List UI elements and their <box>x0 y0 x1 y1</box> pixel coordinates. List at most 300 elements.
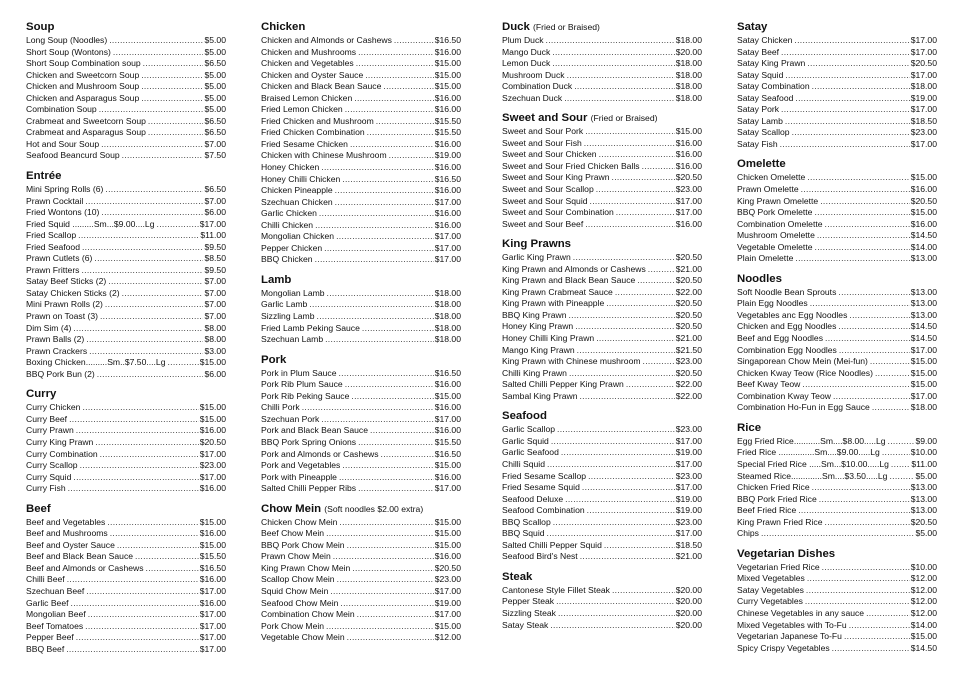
menu-item <box>502 47 702 59</box>
dot-leader <box>812 482 910 494</box>
section-note: (Fried or Braised) <box>533 22 600 32</box>
section-title <box>737 20 937 34</box>
menu-item <box>26 139 226 151</box>
menu-item-price: $16.00 <box>434 471 461 482</box>
menu-item-name: Spicy Crispy Vegetables <box>737 642 830 653</box>
menu-item-name: Fried Seafood <box>26 241 80 252</box>
menu-item-name: Sweet and Sour Fried Chicken Balls <box>502 160 640 171</box>
dot-leader <box>321 414 433 426</box>
menu-item <box>261 425 461 437</box>
menu-item-list <box>261 368 461 495</box>
dot-leader <box>376 116 434 128</box>
menu-item-price: $17.00 <box>675 195 702 206</box>
dot-leader <box>569 368 675 380</box>
menu-item <box>261 208 461 220</box>
dot-leader <box>780 139 910 151</box>
menu-item-price: $5.00 <box>204 92 226 103</box>
menu-item-name: Pork in Plum Sauce <box>261 367 337 378</box>
menu-item-price: $15.00 <box>910 207 937 218</box>
dot-leader <box>345 379 434 391</box>
dot-leader <box>807 58 909 70</box>
menu-item <box>26 81 226 93</box>
menu-item-name: Hot and Sour Soup <box>26 138 100 149</box>
menu-column-1 <box>26 20 226 662</box>
menu-item-name: Sambal King Prawn <box>502 390 578 401</box>
dot-leader <box>596 184 675 196</box>
section-title-text: Satay <box>737 21 768 33</box>
section-title-text: Soup <box>26 21 55 33</box>
menu-item-name: BBQ Pork Bun (2) <box>26 368 95 379</box>
menu-item-price: $17.00 <box>434 585 461 596</box>
dot-leader <box>626 379 675 391</box>
menu-item-price: $23.00 <box>910 127 937 138</box>
menu-item <box>502 436 702 448</box>
menu-item-price: $11.00 <box>911 458 937 469</box>
menu-item-price: $20.50 <box>675 252 702 263</box>
menu-item <box>737 242 937 254</box>
menu-item <box>26 632 226 644</box>
dot-leader <box>356 58 434 70</box>
dot-leader <box>76 425 199 437</box>
dot-leader <box>875 368 910 380</box>
menu-item-name: Scallop Chow Mein <box>261 574 335 585</box>
menu-item-name: Mini Spring Rolls (6) <box>26 184 104 195</box>
dot-leader <box>367 127 434 139</box>
menu-item-name: Chicken and Oyster Sauce <box>261 69 364 80</box>
menu-item-name: Mango Duck <box>502 46 551 57</box>
menu-item <box>502 608 702 620</box>
menu-item-name: Fried Wontons (10) <box>26 207 100 218</box>
menu-item-price: $9.00 <box>915 435 937 446</box>
section-title-text: Pork <box>261 353 287 366</box>
dot-leader <box>606 298 674 310</box>
dot-leader <box>596 333 675 345</box>
menu-item-price: $17.00 <box>910 35 937 45</box>
dot-leader <box>82 402 198 414</box>
menu-item <box>261 609 461 621</box>
menu-item-price: $19.00 <box>434 597 461 608</box>
menu-item-list <box>261 35 461 266</box>
dot-leader <box>567 70 675 82</box>
menu-item-name: Satay Chicken <box>737 35 793 45</box>
menu-item <box>26 93 226 105</box>
section-title-text: Chow Mein <box>261 502 322 515</box>
menu-item <box>261 598 461 610</box>
menu-item <box>26 369 226 381</box>
menu-item-price: $12.00 <box>910 573 937 584</box>
menu-item-name: Chicken and Vegetables <box>261 58 354 69</box>
dot-leader <box>105 184 203 196</box>
menu-item-price: $21.50 <box>675 344 702 355</box>
menu-item-price: $17.00 <box>434 196 461 207</box>
dot-leader <box>97 369 204 381</box>
menu-item-price: $14.50 <box>910 230 937 241</box>
menu-item <box>26 574 226 586</box>
menu-item <box>737 58 937 70</box>
dot-leader <box>100 311 204 323</box>
menu-item-name: BBQ Pork Fried Rice <box>737 493 817 504</box>
dot-leader <box>73 472 198 484</box>
menu-item-name: Combination Chow Mein <box>261 609 355 620</box>
menu-item-price: $13.00 <box>910 253 937 264</box>
menu-item-name: King Prawn Chow Mein <box>261 562 351 573</box>
section-title <box>502 20 702 34</box>
menu-item <box>737 505 937 517</box>
dot-leader <box>573 252 675 264</box>
menu-item <box>502 585 702 597</box>
menu-item-name: Mixed Vegetables <box>737 573 805 584</box>
dot-leader <box>73 323 203 335</box>
menu-item-price: $20.50 <box>675 298 702 309</box>
menu-item-price: $5.00 <box>915 528 937 539</box>
menu-item <box>737 482 937 494</box>
menu-item-price: $17.00 <box>675 528 702 539</box>
menu-item-price: $17.00 <box>434 413 461 424</box>
menu-item-price: $16.50 <box>434 367 461 378</box>
menu-item-name: King Prawn Fried Rice <box>737 516 823 527</box>
menu-item-name: Satay Fish <box>737 138 778 149</box>
menu-item-name: Prawn Balls (2) <box>26 334 85 345</box>
menu-item-name: Prawn Cocktail <box>26 195 84 206</box>
menu-item-name: Satay King Prawn <box>737 58 806 69</box>
menu-item-name: Fried Chicken and Mushroom <box>261 115 374 126</box>
menu-item <box>737 379 937 391</box>
section-title <box>502 111 702 125</box>
dot-leader <box>849 620 910 632</box>
menu-item-name: Lemon Duck <box>502 58 551 69</box>
dot-leader <box>547 528 675 540</box>
dot-leader <box>550 620 674 632</box>
menu-item-price: $16.50 <box>199 562 226 573</box>
menu-item <box>26 104 226 116</box>
menu-item-name: King Prawn Omelette <box>737 195 819 206</box>
dot-leader <box>792 127 910 139</box>
menu-section-entr-e <box>26 169 226 380</box>
menu-item-name: Mixed Vegetables with To-Fu <box>737 619 847 630</box>
menu-item <box>261 563 461 575</box>
dot-leader <box>819 494 910 506</box>
dot-leader <box>339 472 434 484</box>
dot-leader <box>352 563 433 575</box>
dot-leader <box>157 219 199 231</box>
dot-leader <box>612 585 675 597</box>
menu-item-name: Mongolian Chicken <box>261 231 335 242</box>
menu-item-price: $17.00 <box>199 632 226 643</box>
section-title <box>737 272 937 286</box>
menu-item-name: Braised Lemon Chicken <box>261 92 353 103</box>
menu-item <box>737 368 937 380</box>
dot-leader <box>552 47 674 59</box>
menu-item-price: $15.00 <box>434 69 461 80</box>
menu-item-name: Garlic Beef <box>26 597 69 608</box>
menu-item <box>737 116 937 128</box>
menu-item <box>737 459 937 471</box>
dot-leader <box>889 471 914 483</box>
menu-item-price: $11.00 <box>200 230 226 241</box>
menu-item-price: $13.00 <box>910 505 937 516</box>
menu-item <box>261 472 461 484</box>
menu-item-name: Curry Combination <box>26 448 98 459</box>
menu-item-price: $5.00 <box>204 69 226 80</box>
menu-item-name: Soft Noodle Bean Sprouts <box>737 286 837 297</box>
menu-item-price: $20.00 <box>675 46 702 57</box>
menu-item-price: $15.00 <box>910 379 937 390</box>
menu-item-name: Combination Omelette <box>737 218 823 229</box>
menu-item-name: Honey King Prawn <box>502 321 574 332</box>
menu-item-name: King Prawn with Pineapple <box>502 298 605 309</box>
menu-item-price: $16.00 <box>434 104 461 115</box>
dot-leader <box>105 299 204 311</box>
menu-item-price: $16.00 <box>434 425 461 436</box>
dot-leader <box>839 345 910 357</box>
menu-item <box>737 643 937 655</box>
menu-item <box>261 197 461 209</box>
menu-item-price: $7.00 <box>204 138 226 149</box>
dot-leader <box>585 219 674 231</box>
menu-item-name: BBQ King Prawn <box>502 309 567 320</box>
menu-item-name: Seafood Bird's Nest <box>502 551 578 562</box>
menu-item-name: Chicken and Mushrooms <box>261 46 357 57</box>
menu-item-price: $16.00 <box>675 160 702 171</box>
menu-item-price: $15.00 <box>434 516 461 527</box>
menu-item-price: $7.00 <box>204 299 226 310</box>
menu-item <box>737 333 937 345</box>
menu-section-curry <box>26 387 226 494</box>
menu-item-name: Honey Chilli King Prawn <box>502 333 595 344</box>
menu-item <box>737 287 937 299</box>
menu-item-name: Fried Squid .........Sm...$9.00....Lg <box>26 218 155 229</box>
menu-item-list <box>26 184 226 380</box>
menu-item-price: $16.00 <box>199 483 226 494</box>
menu-item-name: Garlic King Prawn <box>502 252 571 263</box>
menu-item-name: Curry Fish <box>26 483 66 494</box>
dot-leader <box>86 334 203 346</box>
menu-item <box>261 586 461 598</box>
menu-item <box>737 620 937 632</box>
dot-leader <box>81 265 203 277</box>
menu-item <box>26 242 226 254</box>
menu-item <box>261 185 461 197</box>
dot-leader <box>807 573 910 585</box>
menu-item <box>502 184 702 196</box>
menu-item-price: $3.00 <box>204 345 226 356</box>
menu-item <box>502 161 702 173</box>
menu-column-3 <box>502 20 702 638</box>
menu-item <box>261 574 461 586</box>
menu-item-name: Satay Chicken Sticks (2) <box>26 287 120 298</box>
menu-item <box>261 47 461 59</box>
menu-item-name: Special Fried Rice .....Sm...$10.00.....Lg <box>737 458 889 469</box>
menu-item-price: $21.00 <box>675 333 702 344</box>
menu-item-price: $22.00 <box>675 390 702 401</box>
menu-item-price: $18.50 <box>910 115 937 126</box>
menu-item <box>261 127 461 139</box>
dot-leader <box>370 425 434 437</box>
menu-item <box>737 184 937 196</box>
dot-leader <box>587 505 675 517</box>
menu-item-price: $23.00 <box>675 424 702 435</box>
dot-leader <box>795 253 909 265</box>
menu-item-price: $16.00 <box>434 92 461 103</box>
menu-item-list <box>26 402 226 494</box>
menu-item-name: Mongolian Lamb <box>261 287 325 298</box>
menu-item-name: Prawn Chow Mein <box>261 551 331 562</box>
menu-item-price: $15.00 <box>434 528 461 539</box>
menu-item-price: $16.00 <box>675 149 702 160</box>
menu-item <box>26 299 226 311</box>
dot-leader <box>143 58 204 70</box>
menu-item-name: Sizzling Steak <box>502 607 556 618</box>
menu-item-price: $10.00 <box>910 561 937 572</box>
menu-item <box>502 494 702 506</box>
menu-item-name: King Prawn with Chinese mushroom <box>502 356 641 367</box>
menu-item <box>261 93 461 105</box>
menu-item <box>26 551 226 563</box>
menu-item-price: $13.00 <box>910 482 937 493</box>
menu-item-name: King Prawn and Almonds or Cashews <box>502 263 646 274</box>
menu-item-price: $5.00 <box>204 35 226 45</box>
menu-item-name: Curry Beef <box>26 413 68 424</box>
menu-item-price: $16.00 <box>434 138 461 149</box>
menu-item-price: $19.00 <box>675 493 702 504</box>
menu-item-price: $17.00 <box>910 46 937 57</box>
section-title <box>26 387 226 401</box>
menu-item-name: Chicken and Black Bean Sauce <box>261 81 382 92</box>
menu-item-name: Combination Soup <box>26 104 97 115</box>
menu-item-name: Combination Duck <box>502 81 573 92</box>
menu-item <box>502 149 702 161</box>
dot-leader <box>122 288 204 300</box>
dot-leader <box>825 219 910 231</box>
menu-item-name: BBQ Pork Spring Onions <box>261 436 357 447</box>
menu-item <box>26 483 226 495</box>
dot-leader <box>78 230 199 242</box>
section-title-text: Chicken <box>261 21 306 33</box>
dot-leader <box>585 126 674 138</box>
dot-leader <box>785 70 909 82</box>
dot-leader <box>342 174 433 186</box>
menu-item-price: $9.50 <box>204 241 226 252</box>
menu-item-name: Beef and Black Bean Sauce <box>26 551 134 562</box>
menu-item-price: $22.00 <box>675 286 702 297</box>
menu-item-price: $6.50 <box>204 115 226 126</box>
menu-item-price: $15.00 <box>434 81 461 92</box>
menu-item-name: Prawn on Toast (3) <box>26 311 98 322</box>
menu-item <box>737 562 937 574</box>
dot-leader <box>117 540 199 552</box>
menu-item <box>261 220 461 232</box>
menu-item <box>737 196 937 208</box>
section-title <box>26 169 226 183</box>
menu-item-name: BBQ Beef <box>26 643 65 654</box>
menu-item <box>26 540 226 552</box>
dot-leader <box>588 471 675 483</box>
menu-item-name: Salted Chilli Pepper King Prawn <box>502 379 624 390</box>
menu-item-price: $16.00 <box>910 184 937 195</box>
menu-item-name: Combination Kway Teow <box>737 390 831 401</box>
dot-leader <box>565 494 675 506</box>
dot-leader <box>365 70 433 82</box>
menu-item-price: $15.00 <box>910 367 937 378</box>
menu-item-price: $18.50 <box>675 539 702 550</box>
menu-item-list <box>502 585 702 631</box>
menu-item-name: Honey Chilli Chicken <box>261 173 341 184</box>
menu-item <box>737 402 937 414</box>
menu-item-name: Cantonese Style Fillet Steak <box>502 584 610 595</box>
dot-leader <box>891 459 910 471</box>
menu-item-price: $16.00 <box>434 402 461 413</box>
dot-leader <box>556 596 675 608</box>
menu-item-price: $7.00 <box>204 287 226 298</box>
menu-item-name: Curry Chicken <box>26 402 81 413</box>
menu-item-price: $17.00 <box>910 138 937 149</box>
menu-item <box>737 345 937 357</box>
menu-item-name: Seafood Chow Mein <box>261 597 339 608</box>
menu-item <box>737 436 937 448</box>
menu-item-price: $18.00 <box>434 322 461 333</box>
menu-item-price: $20.50 <box>675 367 702 378</box>
menu-item-name: Pork Rib Plum Sauce <box>261 379 343 390</box>
menu-item-name: Chicken Pineapple <box>261 185 333 196</box>
menu-item <box>26 219 226 231</box>
menu-item <box>502 540 702 552</box>
menu-item <box>26 357 226 369</box>
menu-item-name: Chilli Squid <box>502 458 545 469</box>
menu-item <box>737 321 937 333</box>
dot-leader <box>317 311 434 323</box>
menu-item-price: $17.00 <box>199 585 226 596</box>
menu-section-king-prawns <box>502 237 702 402</box>
menu-item-price: $5.00 <box>204 46 226 57</box>
menu-item-price: $6.50 <box>204 58 226 69</box>
menu-item <box>261 311 461 323</box>
menu-item-name: Singaporean Chow Mein (Mei-fun) <box>737 356 868 367</box>
section-title <box>261 353 461 367</box>
menu-item-name: Fried Lamb Peking Sauce <box>261 322 360 333</box>
menu-item-list <box>502 126 702 230</box>
menu-item <box>261 621 461 633</box>
dot-leader <box>872 402 910 414</box>
menu-item <box>737 517 937 529</box>
dot-leader <box>558 608 675 620</box>
menu-item <box>502 482 702 494</box>
menu-item-price: $7.00 <box>204 276 226 287</box>
menu-item <box>502 345 702 357</box>
menu-item-name: Vegetarian Japanese To-Fu <box>737 631 842 642</box>
menu-item-name: Short Soup Combination soup <box>26 58 141 69</box>
menu-item-price: $17.00 <box>675 435 702 446</box>
menu-item-price: $15.00 <box>199 357 226 368</box>
menu-item-name: Mushroom Omelette <box>737 230 815 241</box>
dot-leader <box>568 310 674 322</box>
section-title-text: Noodles <box>737 272 782 285</box>
dot-leader <box>335 197 434 209</box>
section-title-text: Curry <box>26 388 57 401</box>
menu-item-price: $10.00 <box>910 447 937 458</box>
menu-item <box>502 333 702 345</box>
menu-item <box>502 287 702 299</box>
dot-leader <box>590 196 675 208</box>
dot-leader <box>82 242 204 254</box>
menu-section-seafood <box>502 409 702 563</box>
dot-leader <box>342 460 433 472</box>
menu-item <box>502 35 702 47</box>
menu-item-name: BBQ Pork Omelette <box>737 207 813 218</box>
menu-item <box>502 517 702 529</box>
menu-item-price: $18.00 <box>434 334 461 345</box>
dot-leader <box>814 207 909 219</box>
menu-item-name: Garlic Scallop <box>502 424 556 435</box>
